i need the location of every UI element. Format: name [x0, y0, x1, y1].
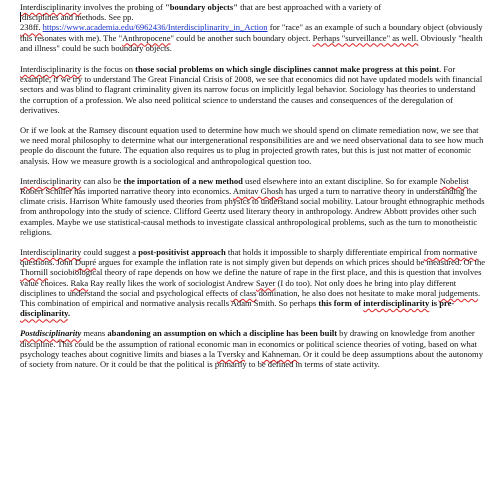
- text-run: Perhaps "surveillance" as well.: [312, 32, 419, 43]
- text-run: Sayer: [255, 277, 276, 288]
- text-run: Interdisciplinarity: [20, 247, 82, 258]
- text-run: involves the probing of: [81, 2, 166, 12]
- text-run: . This combination of empirical and normative analysis recalls Adam Smith. So perhaps: [20, 287, 481, 309]
- text-run: post-positivist approach: [138, 247, 226, 258]
- text-run: Ray really likes the work of sociologist Andrew: [88, 277, 256, 288]
- text-run: Thornill: [20, 267, 49, 278]
- paragraph-new-method: [20, 176, 487, 237]
- text-run: Or if we look at the Ramsey discount equation used to determine how much we should spend on climate remediation now, we see that we need moral philosophy to determine what our intergenerational responsibilities are and we need observational data to see how much people do discount the future. The equation also requires us to plug in projected growth rates, but this is just not matter of economic analysis. How we measure growth is a sociological and anthropological question too.: [20, 125, 484, 166]
- text-run: Kahneman: [261, 348, 299, 359]
- text-run: Nobelist: [439, 175, 469, 186]
- text-run: questions. John: [20, 257, 75, 268]
- text-run: 238ff.: [20, 22, 43, 33]
- text-run: used elsewhere into an extant discipline. So for example: [242, 175, 440, 186]
- text-run: judgements: [438, 287, 478, 298]
- text-run: sociobiological theory of rape depends on how we define the nature of rape in the first place, and this is question that involves value choices.: [20, 267, 482, 288]
- text-run: disciplinarity: [20, 308, 68, 319]
- text-run: .: [67, 308, 71, 319]
- text-run: Interdisciplinarity: [20, 175, 82, 186]
- text-run: means: [81, 328, 108, 339]
- text-run: "boundary objects": [165, 2, 238, 12]
- text-run: interdisciplinarity: [363, 298, 430, 309]
- paragraph-boundary-objects: [20, 2, 487, 53]
- text-run: Interdisciplinarity: [20, 64, 82, 75]
- text-run: (I do too). Not only does he bring into play different disciplines to understand the social and psychological effects: [20, 277, 457, 298]
- text-run: Interdisciplinarity: [20, 2, 82, 12]
- text-run: disciplines and methods. See pp.: [22, 12, 134, 23]
- text-run: Dupré: [74, 257, 97, 268]
- text-run: " could be another such boundary object.: [170, 32, 313, 43]
- text-run: is pre-: [429, 298, 455, 309]
- paragraph-ramsey-discount: [20, 125, 487, 166]
- text-run: Raka: [70, 277, 89, 288]
- paragraph-post-positivist: [20, 247, 487, 318]
- text-run: Tversky: [217, 348, 246, 359]
- paragraph-social-problems: [20, 64, 487, 115]
- text-run: from normative: [423, 247, 478, 258]
- text-run: that holds it impossible to sharply differentiate empirical: [225, 247, 424, 258]
- text-run: Amitav Ghosh: [232, 186, 283, 197]
- text-run: abandoning an assumption on which a discipline has been built: [107, 328, 338, 339]
- text-cursor: [20, 12, 21, 22]
- text-run: Obviously "health and illness" could be such boundary objects.: [20, 32, 483, 53]
- text-run: this form of: [318, 298, 364, 309]
- text-run: has urged a turn to narrative theory in understanding the climate crisis. Harrison White famously used theories from physics to understand social mobility. Latour brought ethnographic methods from anthropology into the study of science. Clifford Geertz used literary theory in anthropology. Andrew Abbott provides other such examples. Maybe we use statistical-causal methods to investigate classical anthropological problems, such as the turn to monotheistic religions.: [20, 186, 485, 237]
- text-run: Robert Schiller has imported narrative theory into economics.: [20, 186, 233, 197]
- text-run: . Or it could be deep assumptions about the autonomy of society from nature. Or it could be that the political is primarily to be defined in terms of state activity.: [20, 348, 483, 370]
- text-run: could suggest a: [81, 247, 139, 258]
- text-run: argues for example the inflation rate is not simply given but depends on which prices should be measured. Or the: [96, 257, 486, 268]
- text-run: Postdisciplinarity: [20, 328, 82, 339]
- text-run: by drawing on knowledge from another discipline. This could be the assumption of rational economic man in economics or political science theories of voting, based on what psychology teaches about cognitive limits and biases a la: [20, 328, 477, 359]
- text-run: the importation of a new method: [123, 175, 243, 186]
- text-run: is the focus on: [81, 64, 136, 75]
- paragraph-postdisciplinarity: [20, 328, 487, 369]
- reference-link[interactable]: https://www.academia.edu/6962436/Interdisciplinarity_in_Action: [42, 22, 268, 33]
- text-run: Anthropocene: [122, 32, 171, 43]
- text-run: domination, he also does not hesitate to make moral: [256, 287, 439, 298]
- text-run: can also be: [81, 175, 124, 186]
- text-run: for "race" as an example of such a boundary object (obviously this resonates with me). The ": [20, 22, 483, 43]
- text-run: that are best approached with a variety of: [237, 2, 382, 12]
- text-run: and: [245, 348, 262, 359]
- text-run: . For example, if we try to understand The Great Financial Crisis of 2008, we see that economics did not have updated models with financial sectors and was blind to flagrant criminality given its narrow focus on implicitly legal behavior. Sociology has theories to understand the corruption of a profession. We also need political science to understand the causes and consequences of the deregulation of derivatives.: [20, 64, 483, 115]
- text-run: those social problems on which single disciplines cannot make progress at this point: [135, 64, 440, 75]
- text-run: of class: [230, 287, 257, 298]
